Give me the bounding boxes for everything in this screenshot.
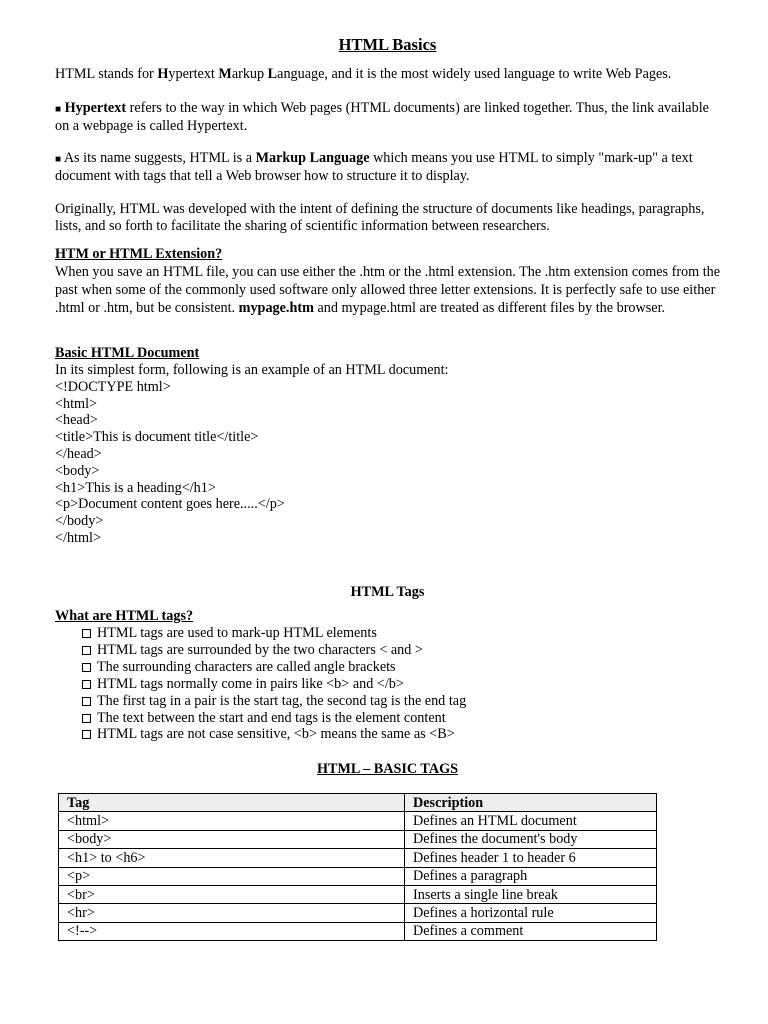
- description-cell: Defines the document's body: [405, 830, 657, 848]
- table-row: [59, 885, 657, 903]
- checkbox-bullet-icon: [82, 697, 91, 706]
- description-cell: Defines a paragraph: [405, 867, 657, 885]
- code-line: <title>This is document title</title>: [55, 429, 259, 446]
- table-row: [59, 867, 657, 885]
- extension-paragraph: When you save an HTML file, you can use either the .htm or the .html extension. The .htm extension comes from the past when some of the commonly used software only allowed three letter extensions. It is perfectly safe to use either .html or .htm, but be consistent. mypage.htm and mypage.html are treated as different files by the browser.: [55, 264, 721, 316]
- description-cell: Defines an HTML document: [405, 812, 657, 830]
- list-item: HTML tags are used to mark-up HTML elements: [55, 625, 725, 642]
- code-line: <body>: [55, 462, 100, 479]
- table-row: [59, 922, 657, 940]
- code-line: <h1>This is a heading</h1>: [55, 479, 216, 496]
- description-cell: Inserts a single line break: [405, 885, 657, 903]
- code-line: <head>: [55, 412, 98, 429]
- tag-cell: <!-->: [59, 922, 405, 940]
- basic-document-heading: Basic HTML Document: [55, 345, 200, 361]
- checkbox-bullet-icon: [82, 680, 91, 689]
- description-cell: Defines a horizontal rule: [405, 904, 657, 922]
- html-tags-heading: HTML Tags: [350, 584, 425, 600]
- code-line: </body>: [55, 513, 104, 530]
- extension-section: [55, 246, 725, 317]
- description-cell: Defines header 1 to header 6: [405, 849, 657, 867]
- column-header-description: Description: [405, 794, 657, 812]
- basic-tags-table: [58, 793, 657, 941]
- list-item: The surrounding characters are called angle brackets: [55, 659, 725, 676]
- code-line: </html>: [55, 529, 101, 546]
- list-item: HTML tags are surrounded by the two characters < and >: [55, 642, 725, 659]
- bullet-icon: ■: [55, 154, 62, 165]
- bullet-icon: ■: [55, 104, 62, 115]
- description-cell: Defines a comment: [405, 922, 657, 940]
- extension-heading: HTM or HTML Extension?: [55, 246, 223, 262]
- tags-list: [55, 625, 725, 743]
- page-title: HTML Basics: [338, 35, 437, 54]
- table-row: [59, 812, 657, 830]
- what-are-tags-heading: What are HTML tags?: [55, 608, 194, 624]
- list-item: HTML tags normally come in pairs like <b> and </b>: [55, 676, 725, 693]
- table-header-row: [59, 794, 657, 812]
- tag-cell: <hr>: [59, 904, 405, 922]
- basic-document-section: [55, 345, 725, 547]
- code-line: <html>: [55, 395, 98, 412]
- code-line: <p>Document content goes here.....</p>: [55, 496, 285, 513]
- basic-tags-heading: HTML – BASIC TAGS: [317, 761, 458, 777]
- basic-document-intro: In its simplest form, following is an example of an HTML document:: [55, 362, 449, 378]
- table-row: [59, 830, 657, 848]
- tag-cell: <html>: [59, 812, 405, 830]
- list-item: HTML tags are not case sensitive, <b> means the same as <B>: [55, 726, 725, 743]
- checkbox-bullet-icon: [82, 629, 91, 638]
- intro-paragraph-3: ■ As its name suggests, HTML is a Markup Language which means you use HTML to simply "mark-up" a text document with tags that tell a Web browser how to structure it to display.: [55, 150, 693, 184]
- tag-cell: <h1> to <h6>: [59, 849, 405, 867]
- checkbox-bullet-icon: [82, 646, 91, 655]
- table-row: [59, 849, 657, 867]
- checkbox-bullet-icon: [82, 730, 91, 739]
- checkbox-bullet-icon: [82, 663, 91, 672]
- code-line: </head>: [55, 445, 102, 462]
- intro-paragraph-4: Originally, HTML was developed with the intent of defining the structure of documents like headings, paragraphs, lists, and so forth to facilitate the sharing of scientific information between researchers.: [55, 201, 705, 234]
- tag-cell: <body>: [59, 830, 405, 848]
- intro-paragraph-2: ■ Hypertext refers to the way in which Web pages (HTML documents) are linked together. Thus, the link available on a webpage is called Hypertext.: [55, 100, 709, 134]
- list-item: The text between the start and end tags is the element content: [55, 710, 725, 727]
- intro-paragraph-1: HTML stands for Hypertext Markup Language, and it is the most widely used language to write Web Pages.: [55, 66, 672, 82]
- tag-cell: <p>: [59, 867, 405, 885]
- list-item: The first tag in a pair is the start tag, the second tag is the end tag: [55, 693, 725, 710]
- column-header-tag: Tag: [59, 794, 405, 812]
- table-row: [59, 904, 657, 922]
- checkbox-bullet-icon: [82, 714, 91, 723]
- tag-cell: <br>: [59, 885, 405, 903]
- code-line: <!DOCTYPE html>: [55, 378, 171, 395]
- html-tags-section: [55, 608, 725, 743]
